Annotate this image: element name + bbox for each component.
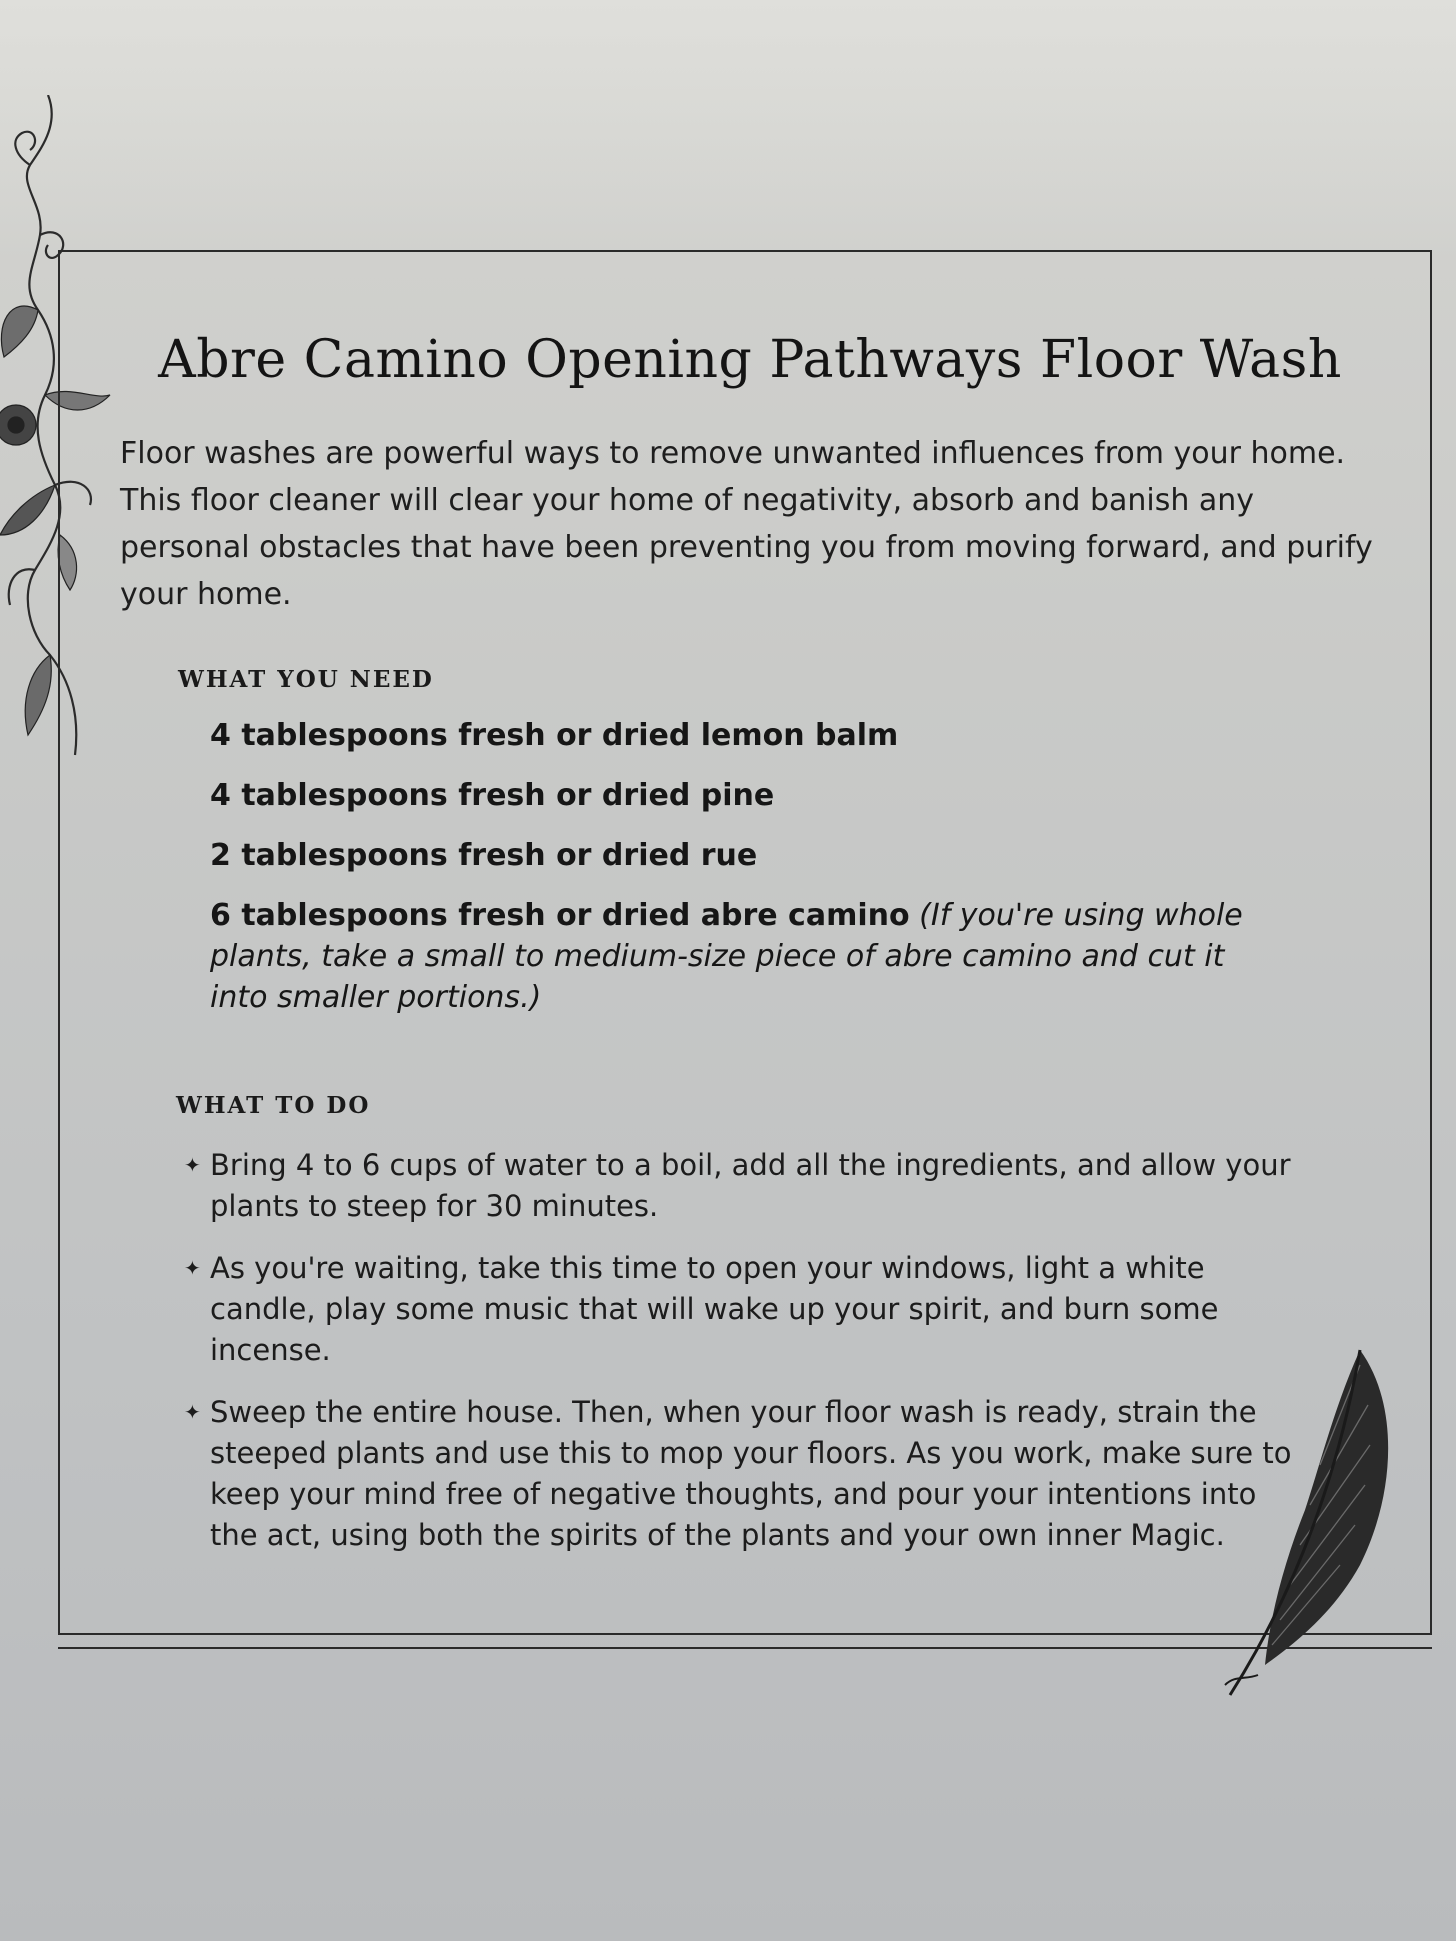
step-item <box>184 1145 1304 1227</box>
ingredient-text: 4 tablespoons fresh or dried lemon balm <box>210 718 899 753</box>
feather-illustration <box>1210 1345 1410 1705</box>
ingredient-item <box>210 715 1290 756</box>
what-you-need-heading: WHAT YOU NEED <box>178 666 434 693</box>
step-item <box>184 1392 1304 1556</box>
ingredient-text: 2 tablespoons fresh or dried rue <box>210 838 758 873</box>
bullet-icon: ✦ <box>184 1400 201 1424</box>
intro-paragraph: Floor washes are powerful ways to remove unwanted influences from your home. This floor cleaner will clear your home of negativity, absorb and banish any personal obstacles that have been preventing you from moving forward, and purify your home. <box>120 436 1373 612</box>
ingredients-list <box>210 715 1290 1037</box>
steps-list <box>184 1145 1304 1577</box>
bullet-icon: ✦ <box>184 1153 201 1177</box>
step-text: Bring 4 to 6 cups of water to a boil, add all the ingredients, and allow your plants to steep for 30 minutes. <box>210 1148 1291 1223</box>
ingredient-item <box>210 775 1290 816</box>
ingredient-item <box>210 835 1290 876</box>
step-item <box>184 1248 1304 1371</box>
step-text: As you're waiting, take this time to open your windows, light a white candle, play some music that will wake up your spirit, and burn some incense. <box>210 1251 1219 1367</box>
ingredient-text: 4 tablespoons fresh or dried pine <box>210 778 775 813</box>
step-text: Sweep the entire house. Then, when your floor wash is ready, strain the steeped plants and use this to mop your floors. As you work, make sure to keep your mind free of negative thoughts, and pour your intentions into the act, using both the spirits of the plants and your own inner Magic. <box>210 1395 1292 1552</box>
page-shade <box>0 0 1456 260</box>
ingredient-item <box>210 895 1290 1018</box>
bullet-icon: ✦ <box>184 1256 201 1280</box>
recipe-title: Abre Camino Opening Pathways Floor Wash <box>158 330 1342 390</box>
what-to-do-heading: WHAT TO DO <box>176 1092 371 1119</box>
ingredient-text: 6 tablespoons fresh or dried abre camino <box>210 898 910 933</box>
ingredient-note: (If you're using whole plants, take a small to medium-size piece of abre camino and cut it into smaller portions.) <box>210 898 1243 1015</box>
